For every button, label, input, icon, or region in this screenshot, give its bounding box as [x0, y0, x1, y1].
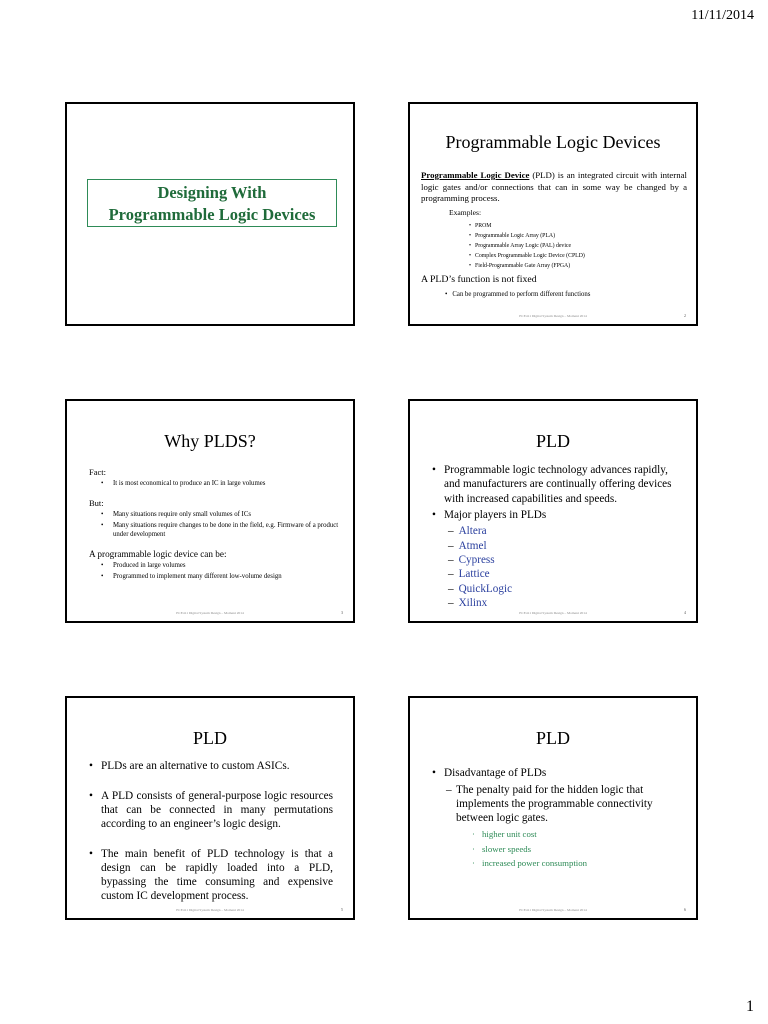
- examples-label: Examples:: [449, 207, 482, 217]
- player-name: Atmel: [458, 539, 487, 552]
- list-item: – QuickLogic: [448, 582, 513, 595]
- slide-title: PLD: [535, 431, 570, 451]
- list-item: • Complex Programmable Logic Device (CPLD): [469, 251, 687, 261]
- slide-footer: ECE411 Digital System Design – Momeni 2014: [519, 908, 587, 912]
- player-name: QuickLogic: [458, 582, 513, 595]
- list-item: · increased power consumption: [472, 856, 684, 871]
- list-item: • Programmable Array Logic (PAL) device: [469, 241, 687, 251]
- definition-text: (PLD) is an integrated circuit with internal logic gates and/or connections that can in some way be changed by a programming process.: [421, 170, 687, 203]
- slide-footer: ECE411 Digital System Design – Momeni 2014: [176, 908, 244, 912]
- slide-title: Programmable Logic Devices: [445, 132, 661, 152]
- list-item: • Field-Programmable Gate Array (FPGA): [469, 261, 687, 271]
- player-name: Xilinx: [458, 597, 488, 610]
- but-list: [101, 510, 341, 539]
- slide-footer: ECE411 Digital System Design – Momeni 2014: [519, 611, 587, 615]
- slide-title: Why PLDS?: [164, 431, 256, 451]
- list-item: – Xilinx: [448, 597, 488, 610]
- slide-body: [421, 170, 687, 300]
- slide-footer: ECE411 Digital System Design – Momeni 2014: [519, 314, 587, 318]
- bullet-technology: • Programmable logic technology advances rapidly, and manufacturers are continually offering devices with increased capabilities and speeds.: [432, 463, 684, 506]
- function-not-fixed: A PLD’s function is not fixed: [421, 274, 537, 285]
- slide-number: 5: [341, 907, 343, 912]
- list-item: • It is most economical to produce an IC in large volumes: [101, 479, 341, 488]
- title-line-2: Programmable Logic Devices: [108, 205, 316, 224]
- function-sub-bullet: • Can be programmed to perform different functions: [445, 289, 687, 301]
- slide-number: 3: [341, 610, 343, 615]
- slide-2: [408, 102, 698, 326]
- list-item: – Lattice: [448, 568, 490, 581]
- but-label: But:: [89, 498, 104, 508]
- slide-6: [408, 696, 698, 920]
- fact-label: Fact:: [89, 467, 106, 477]
- defined-term: Programmable Logic Device: [421, 170, 530, 180]
- list-item: • Programmed to implement many different low-volume design: [101, 572, 341, 581]
- bullet-disadvantage: • Disadvantage of PLDs: [432, 766, 684, 780]
- players-list: [448, 524, 684, 610]
- list-item: · higher unit cost: [472, 827, 684, 842]
- pld-can-be-label: A programmable logic device can be:: [89, 549, 227, 559]
- slide-4: [408, 399, 698, 623]
- list-item: – Altera: [448, 525, 487, 538]
- slide-5: [65, 696, 355, 920]
- fact-list: [101, 479, 341, 488]
- player-name: Cypress: [458, 554, 495, 566]
- slide-title: PLD: [535, 728, 570, 748]
- slide-body: [432, 463, 684, 611]
- slide-1: [65, 102, 355, 326]
- title-line-1: Designing With: [157, 183, 267, 202]
- definition-paragraph: [421, 170, 687, 205]
- list-item: – Atmel: [448, 539, 487, 552]
- player-name: Altera: [458, 525, 487, 538]
- slide-3: [65, 399, 355, 623]
- print-date: 11/11/2014: [691, 8, 754, 23]
- sub-bullet-penalty: – The penalty paid for the hidden logic that implements the programmable connectivity between logic gates.: [446, 783, 684, 825]
- pld-can-be-list: [101, 561, 341, 581]
- slide-number: 4: [684, 610, 686, 615]
- slide-body: [89, 467, 341, 583]
- slide-number: 2: [684, 313, 686, 318]
- player-name: Lattice: [458, 568, 490, 581]
- slide-footer: ECE411 Digital System Design – Momeni 2014: [176, 611, 244, 615]
- list-item: • PROM: [469, 221, 687, 231]
- bullet-alternative: • PLDs are an alternative to custom ASICs.: [89, 759, 333, 773]
- list-item: • Many situations require only small volumes of ICs: [101, 510, 341, 519]
- list-item: · slower speeds: [472, 842, 684, 857]
- title-box: [87, 179, 337, 227]
- list-item: – Cypress: [448, 554, 495, 566]
- list-item: • Produced in large volumes: [101, 561, 341, 570]
- slide-title: PLD: [192, 728, 227, 748]
- list-item: • Many situations require changes to be done in the field, e.g. Firmware of a product under development: [101, 521, 341, 539]
- list-item: • Programmable Logic Array (PLA): [469, 231, 687, 241]
- bullet-benefit: • The main benefit of PLD technology is that a design can be rapidly loaded into a PLD, bypassing the time consuming and expensive custom IC development process.: [89, 847, 333, 903]
- examples-list: [469, 221, 687, 271]
- penalty-list: [472, 827, 684, 871]
- bullet-resources: • A PLD consists of general-purpose logic resources that can be connected in many permutations according to an engineer’s logic design.: [89, 789, 333, 831]
- slide-body: [432, 766, 684, 871]
- slide-body: [89, 759, 333, 919]
- page-number: 1: [746, 998, 754, 1015]
- slide-number: 6: [684, 907, 686, 912]
- bullet-major-players: • Major players in PLDs: [432, 508, 684, 522]
